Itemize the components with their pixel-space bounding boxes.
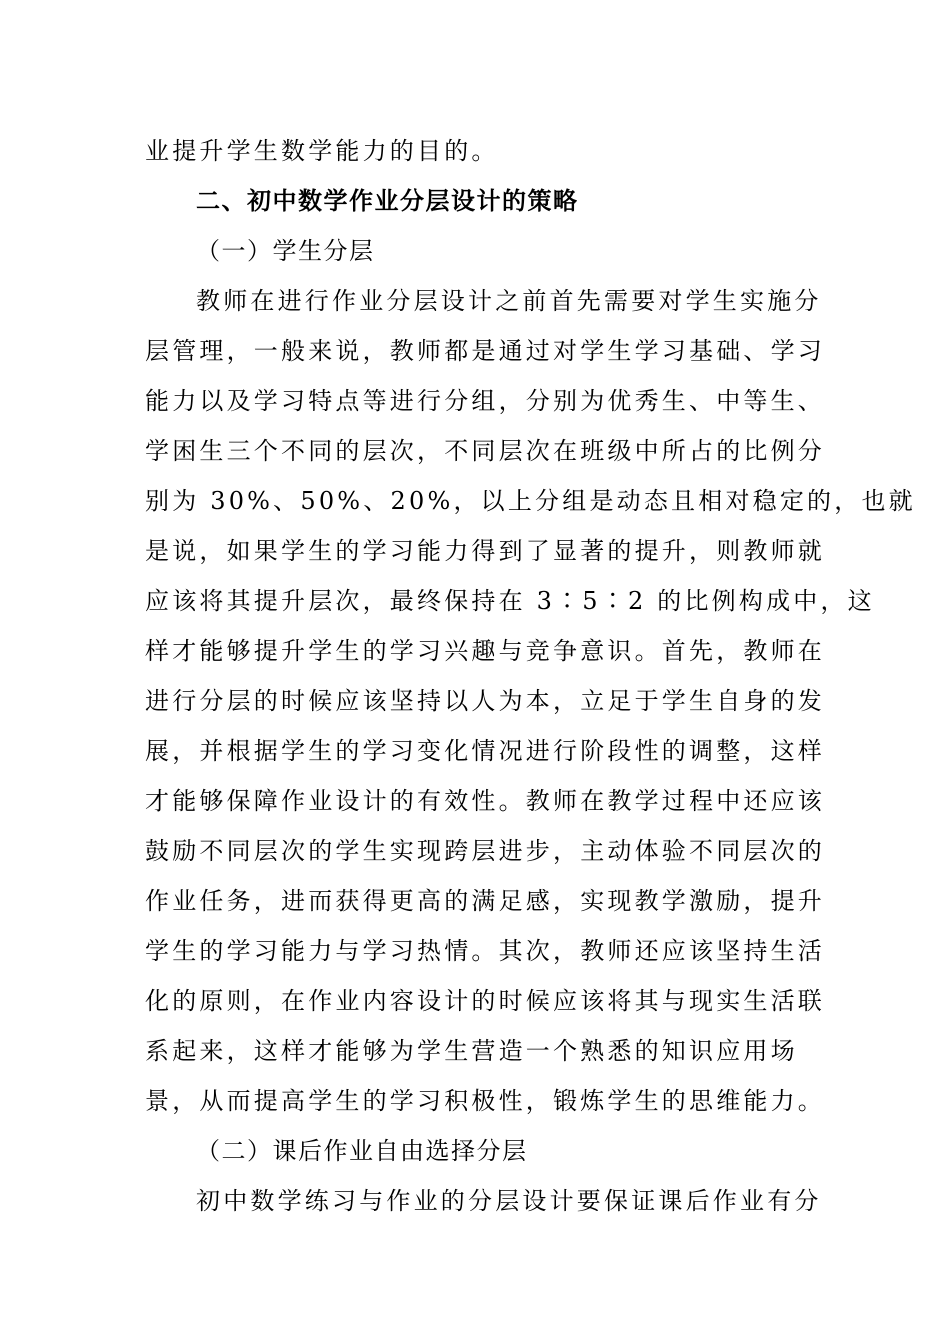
paragraph-line: 进行分层的时候应该坚持以人为本，立足于学生自身的发 [145, 687, 825, 715]
subsection-heading: （二）课后作业自由选择分层 [196, 1137, 528, 1165]
paragraph-line: 教师在进行作业分层设计之前首先需要对学生实施分 [196, 287, 822, 315]
paragraph-line: 鼓励不同层次的学生实现跨层进步，主动体验不同层次的 [145, 837, 825, 865]
paragraph-line: 样才能够提升学生的学习兴趣与竞争意识。首先，教师在 [145, 637, 825, 665]
paragraph-line: 作业任务，进而获得更高的满足感，实现教学激励，提升 [145, 887, 825, 915]
subsection-heading: （一）学生分层 [196, 237, 375, 265]
paragraph-line: 是说，如果学生的学习能力得到了显著的提升，则教师就 [145, 537, 825, 565]
paragraph-line: 展，并根据学生的学习变化情况进行阶段性的调整，这样 [145, 737, 825, 765]
paragraph-line: 业提升学生数学能力的目的。 [145, 137, 499, 165]
paragraph-line: 景，从而提高学生的学习积极性，锻炼学生的思维能力。 [145, 1087, 825, 1115]
paragraph-line: 初中数学练习与作业的分层设计要保证课后作业有分 [196, 1187, 822, 1215]
paragraph-line: 学生的学习能力与学习热情。其次，教师还应该坚持生活 [145, 937, 825, 965]
paragraph-line: 系起来，这样才能够为学生营造一个熟悉的知识应用场 [145, 1037, 798, 1065]
paragraph-line: 别为 30%、50%、20%，以上分组是动态且相对稳定的，也就 [145, 487, 916, 515]
paragraph-line: 能力以及学习特点等进行分组，分别为优秀生、中等生、 [145, 387, 825, 415]
paragraph-line: 化的原则，在作业内容设计的时候应该将其与现实生活联 [145, 987, 825, 1015]
paragraph-line: 应该将其提升层次，最终保持在 3∶5∶2 的比例构成中，这 [145, 587, 875, 615]
paragraph-line: 才能够保障作业设计的有效性。教师在教学过程中还应该 [145, 787, 825, 815]
section-heading: 二、初中数学作业分层设计的策略 [196, 186, 579, 215]
paragraph-line: 层管理，一般来说，教师都是通过对学生学习基础、学习 [145, 337, 825, 365]
paragraph-line: 学困生三个不同的层次，不同层次在班级中所占的比例分 [145, 437, 825, 465]
